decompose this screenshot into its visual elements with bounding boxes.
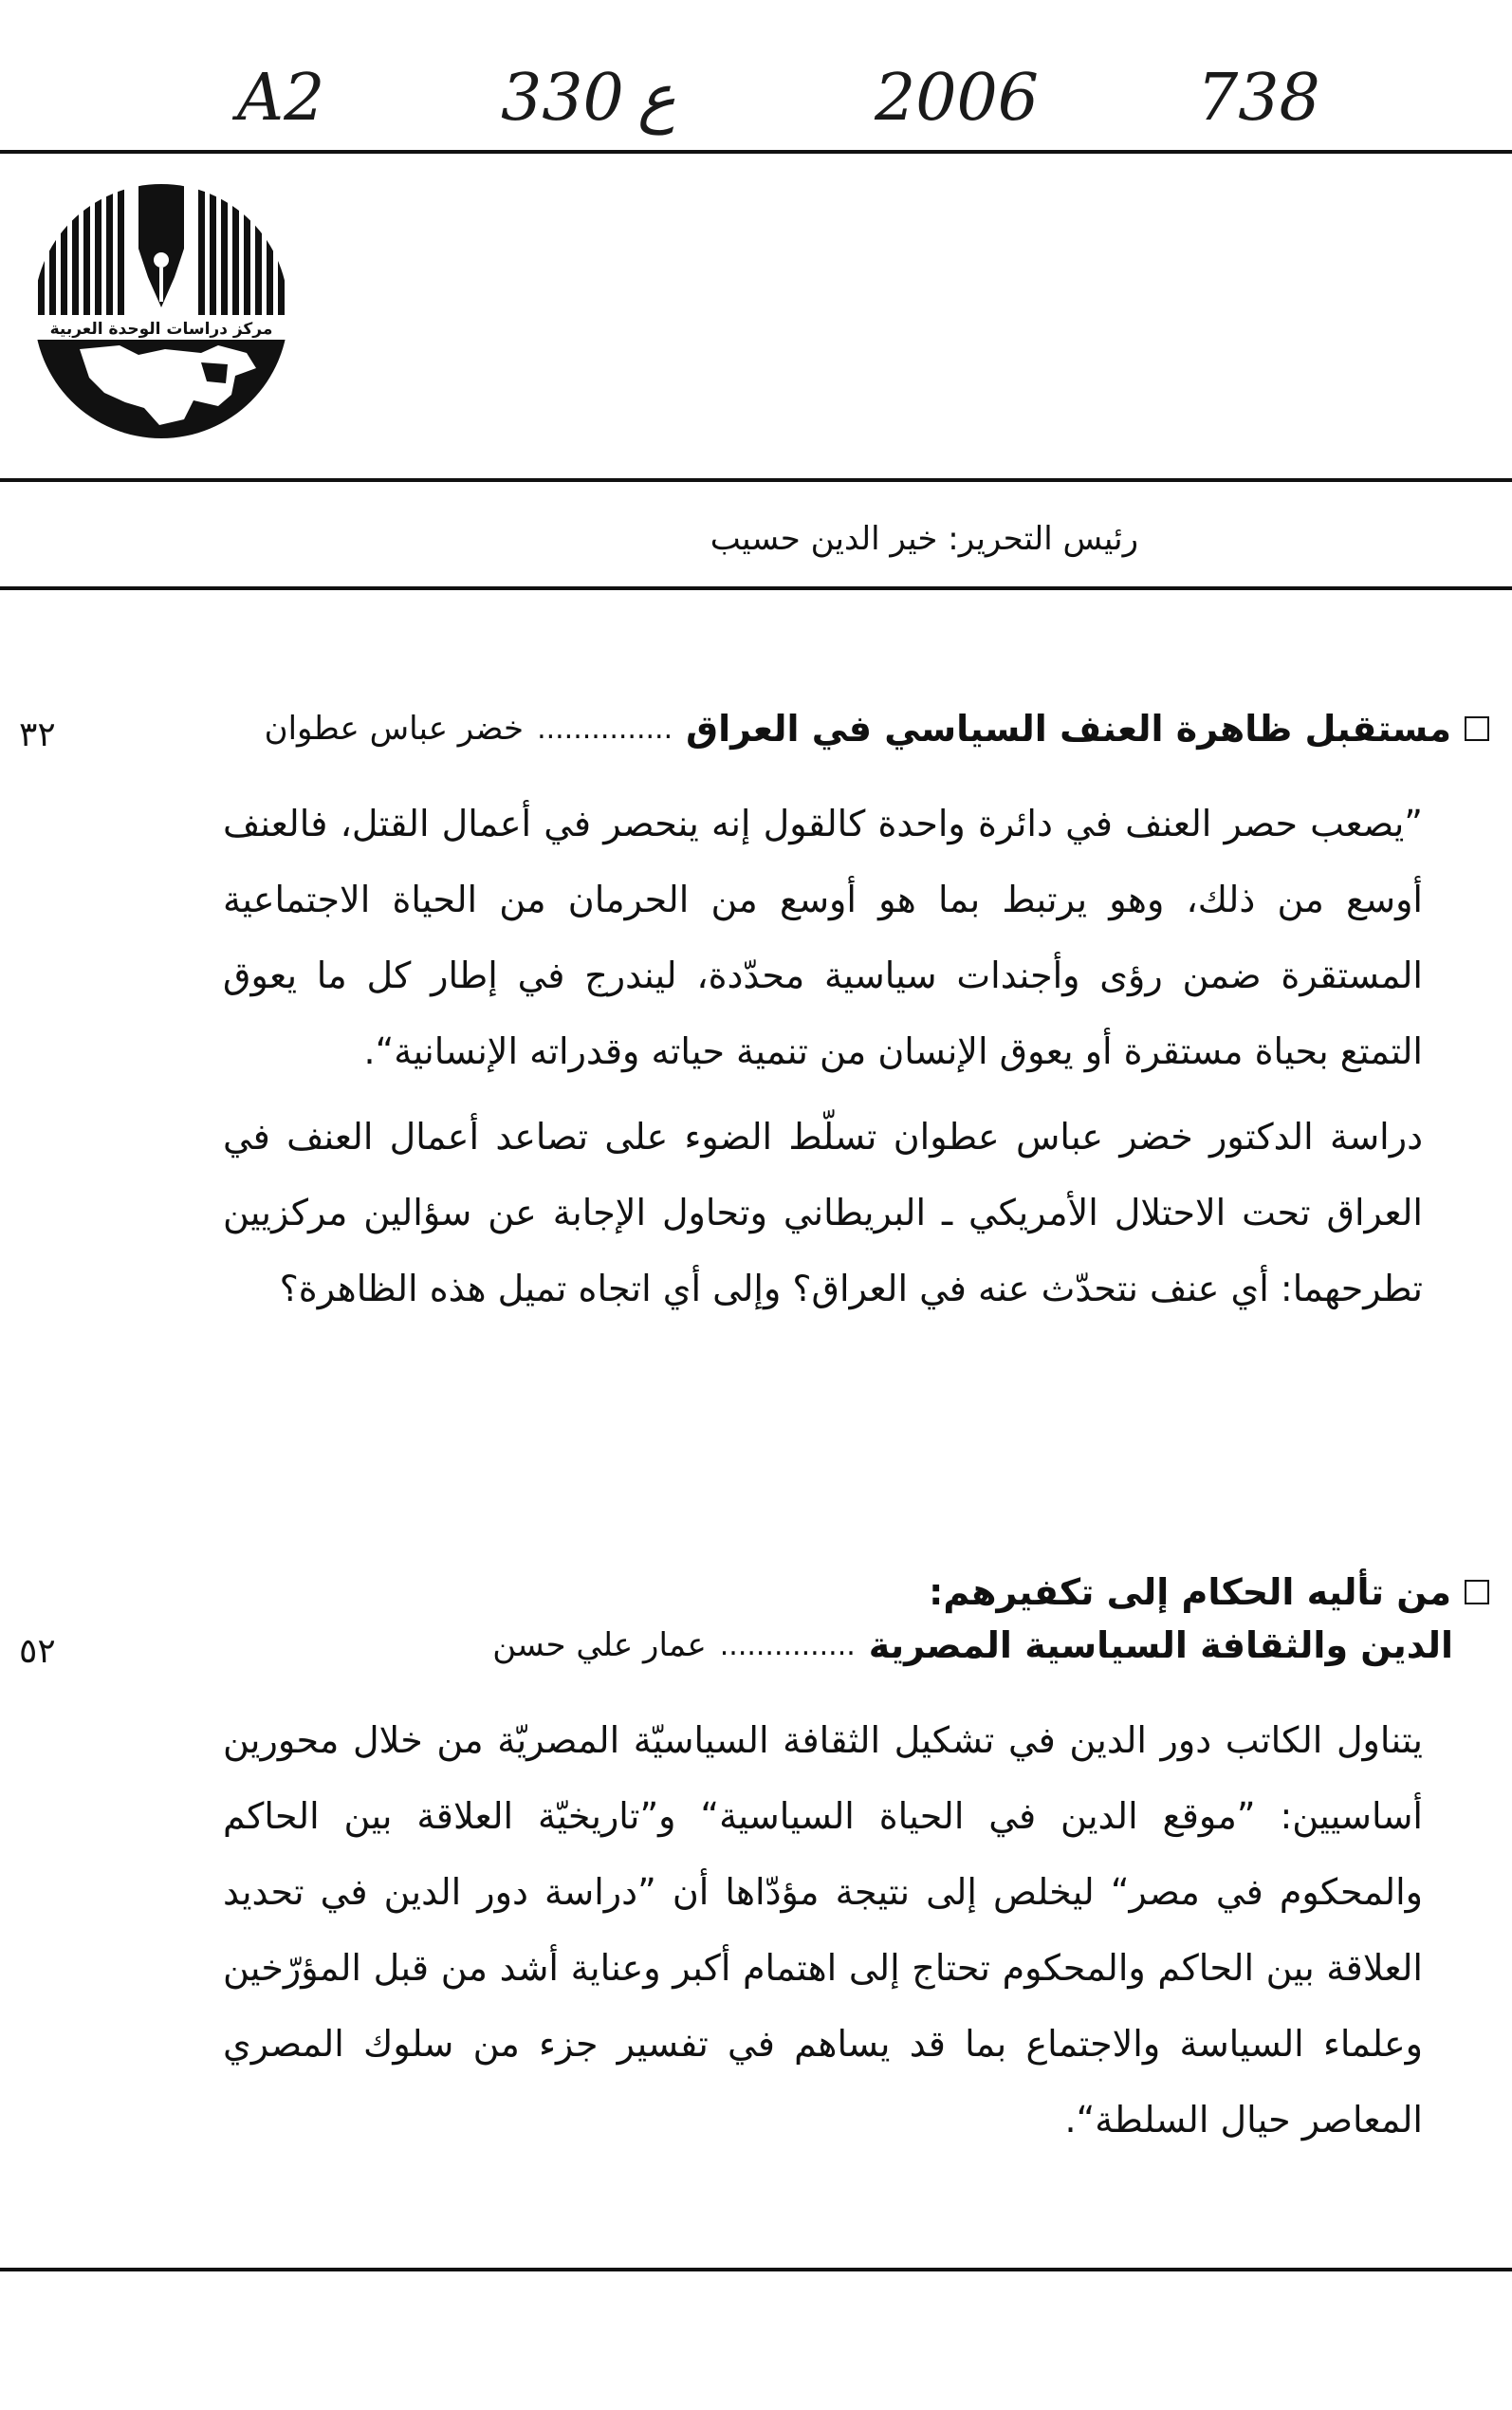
summary-paragraph: ”يصعب حصر العنف في دائرة واحدة كالقول إنه ينحصر في أعمال القتل، فالعنف أوسع من ذلك، وهو يرتبط بما هو أوسع من الحرمان من الحياة الاجتماعية المستقرة ضمن رؤى وأجندات سياسية محدّدة، ليندرج في إطار كل ما يعوق التمتع بحياة مستقرة أو يعوق الإنسان من تنمية حياته وقدراته الإنسانية“. [223,803,1423,1072]
article-entry [19,1571,1489,2167]
article-page-number: ٥٢ [19,1632,56,1671]
article-title: مستقبل ظاهرة العنف السياسي في العراق [686,708,1451,750]
checkbox-icon [1465,716,1489,741]
handwritten-code-c: ع [637,61,676,136]
article-title: من تأليه الحكام إلى تكفيرهم: [929,1571,1451,1613]
handwritten-code-b: 330 [501,61,624,136]
bottom-rule [0,2268,1512,2271]
header-top-rule [0,478,1512,482]
editor-line: رئيس التحرير: خير الدين حسيب [710,520,1138,558]
header-bottom-rule [0,586,1512,590]
top-rule [0,150,1512,154]
article-summary [223,1702,1423,2158]
article-entry [19,708,1489,1336]
checkbox-icon [1465,1580,1489,1604]
article-subtitle: الدين والثقافة السياسية المصرية [868,1624,1453,1666]
logo-text: مركز دراسات الوحدة العربية [49,320,273,339]
leader-dots: ............... [537,712,673,746]
publisher-logo-icon [32,182,290,440]
article-author: عمار علي حسن [492,1626,707,1664]
handwritten-year: 2006 [875,61,1040,136]
summary-paragraph: دراسة الدكتور خضر عباس عطوان تسلّط الضوء على تصاعد أعمال العنف في العراق تحت الاحتلال الأمريكي ـ البريطاني وتحاول الإجابة عن سؤالين مركزيين تطرحهما: أي عنف نتحدّث عنه في العراق؟ وإلى أي اتجاه تميل هذه الظاهرة؟ [223,1116,1423,1309]
summary-paragraph: يتناول الكاتب دور الدين في تشكيل الثقافة السياسيّة المصريّة من خلال محورين أساسيين: ”موقع الدين في الحياة السياسية“ و”تاريخيّة العلاقة بين الحاكم والمحكوم في مصر“ ليخلص إلى نتيجة مؤدّاها أن ”دراسة دور الدين في تحديد العلاقة بين الحاكم والمحكوم تحتاج إلى اهتمام أكبر وعناية أشد من قبل المؤرّخين وعلماء السياسة والاجتماع بما قد يساهم في تفسير جزء من سلوك المصري المعاصر حيال السلطة“. [223,1719,1423,2141]
handwritten-number: 738 [1197,61,1320,136]
article-title-row [19,1571,1489,1624]
handwritten-code-a: A2 [237,61,325,136]
article-author: خضر عباس عطوان [264,710,525,748]
article-title-row [19,708,1489,769]
article-subtitle-row [19,1624,1489,1685]
leader-dots: ............... [719,1628,856,1662]
article-summary [223,786,1423,1326]
article-page-number: ٣٢ [19,715,56,754]
